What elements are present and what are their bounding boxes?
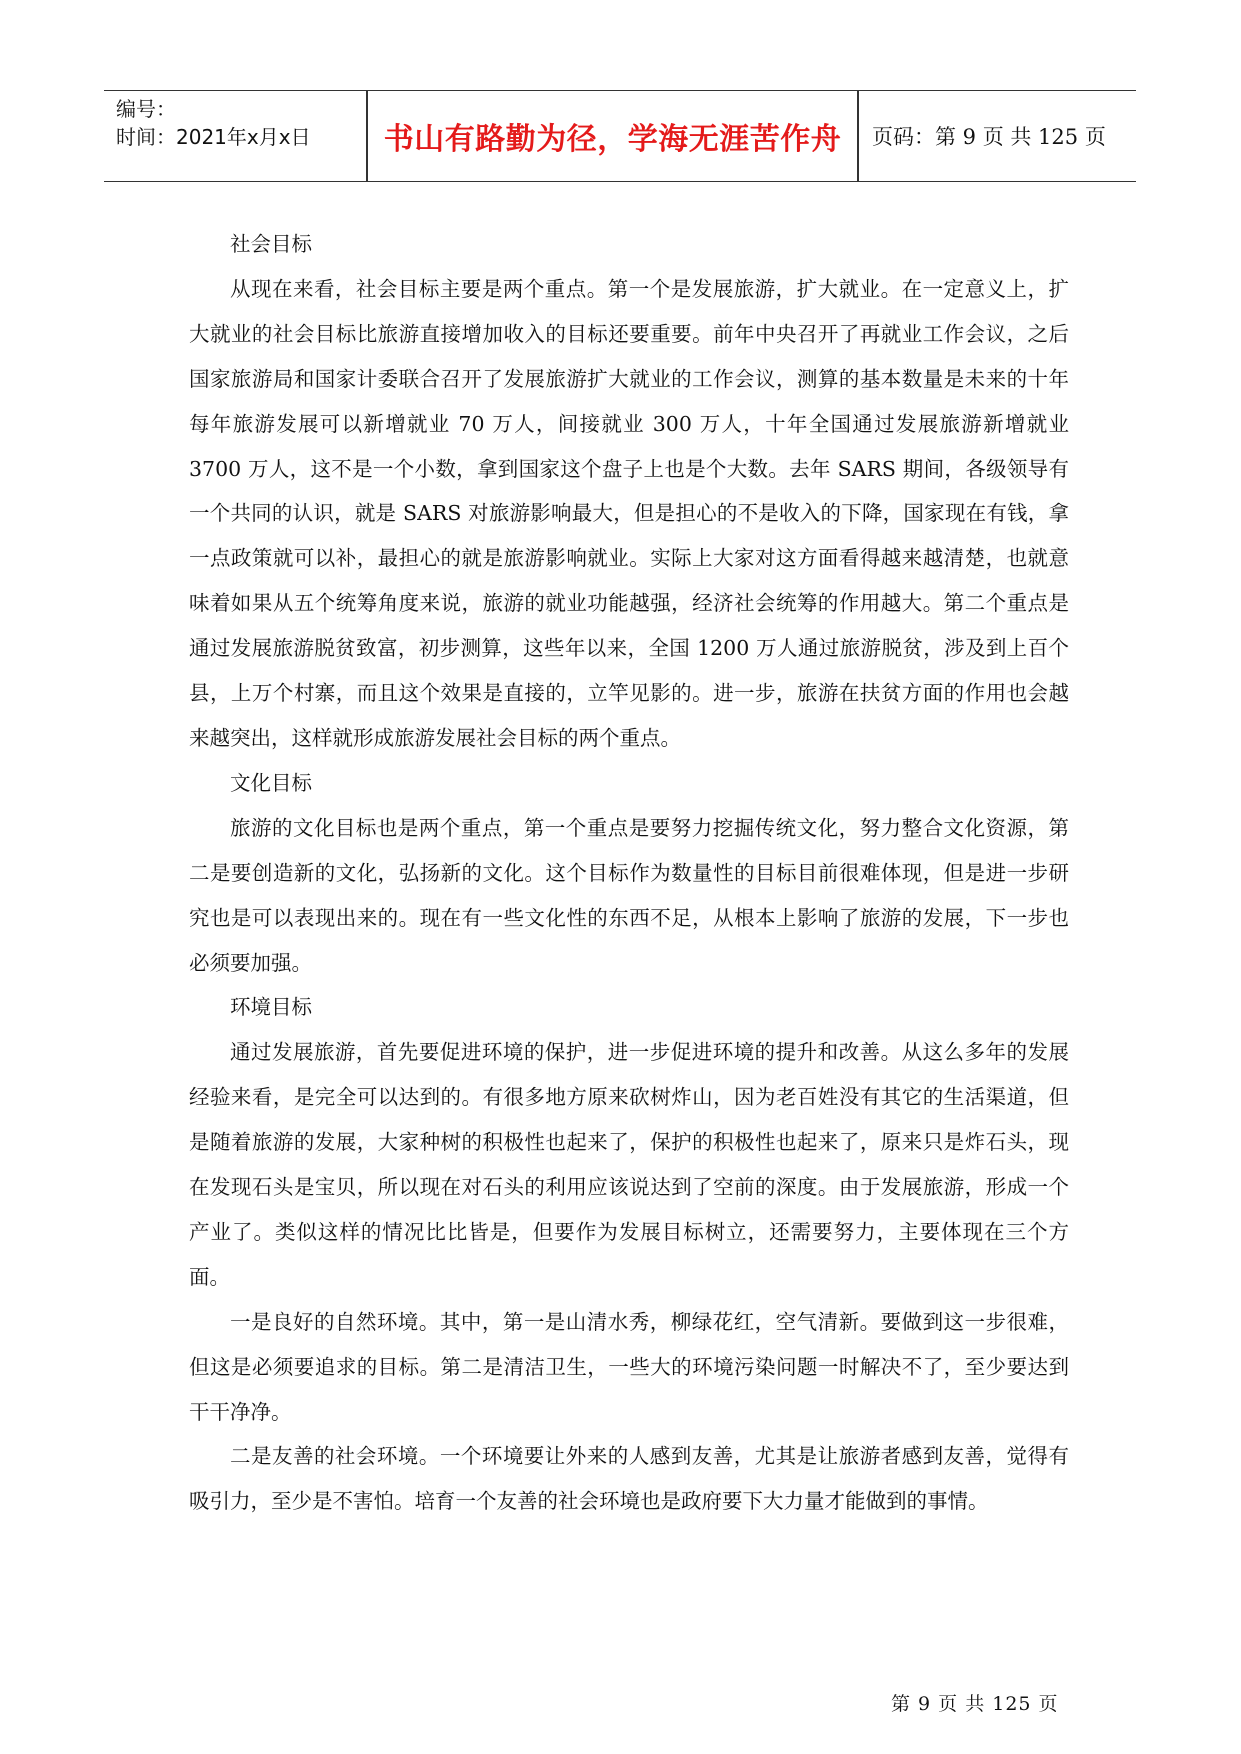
paragraph-social-environment: 二是友善的社会环境。一个环境要让外来的人感到友善，尤其是让旅游者感到友善，觉得有吸引力，至少是不害怕。培育一个友善的社会环境也是政府要下大力量才能做到的事情。 bbox=[189, 1444, 1069, 1514]
paragraph-culture-goals: 旅游的文化目标也是两个重点，第一个重点是要努力挖掘传统文化，努力整合文化资源，第二是要创造新的文化，弘扬新的文化。这个目标作为数量性的目标目前很难体现，但是进一步研究也是可以表现出来的。现在有一些文化性的东西不足，从根本上影响了旅游的发展，下一步也必须要加强。 bbox=[189, 815, 1069, 975]
header-meta bbox=[116, 95, 356, 151]
paragraph-social-goals: 从现在来看，社会目标主要是两个重点。第一个是发展旅游，扩大就业。在一定意义上，扩大就业的社会目标比旅游直接增加收入的目标还要重要。前年中央召开了再就业工作会议，之后国家旅游局和国家计委联合召开了发展旅游扩大就业的工作会议，测算的基本数量是未来的十年每年旅游发展可以新增就业 70 万人，间接就业 300 万人，十年全国通过发展旅游新增就业 3700 万人，这不是一个小数，拿到国家这个盘子上也是个大数。去年 SARS 期间，各级领导有一个共同的认识，就是 SARS 对旅游影响最大，但是担心的不是收入的下降，国家现在有钱，拿一点政策就可以补，最担心的就是旅游影响就业。实际上大家对这方面看得越来越清楚，也就意味着如果从五个统筹角度来说，旅游的就业功能越强，经济社会统筹的作用越大。第二个重点是通过发展旅游脱贫致富，初步测算，这些年以来，全国 1200 万人通过旅游脱贫，涉及到上百个县，上万个村寨，而且这个效果是直接的，立竿见影的。进一步，旅游在扶贫方面的作用也会越来越突出，这样就形成旅游发展社会目标的两个重点。 bbox=[189, 276, 1069, 750]
document-number-label: 编号： bbox=[116, 97, 176, 121]
section-heading-culture: 文化目标 bbox=[230, 770, 312, 795]
document-body bbox=[189, 222, 1069, 1524]
section-heading-social: 社会目标 bbox=[230, 232, 312, 256]
page-footer: 第 9 页 共 125 页 bbox=[891, 1693, 1059, 1715]
paragraph-environment-goals: 通过发展旅游，首先要促进环境的保护，进一步促进环境的提升和改善。从这么多年的发展经验来看，是完全可以达到的。有很多地方原来砍树炸山，因为老百姓没有其它的生活渠道，但是随着旅游的发展，大家种树的积极性也起来了，保护的积极性也起来了，原来只是炸石头，现在发现石头是宝贝，所以现在对石头的利用应该说达到了空前的深度。由于发展旅游，形成一个产业了。类似这样的情况比比皆是，但要作为发展目标树立，还需要努力，主要体现在三个方面。 bbox=[189, 1040, 1069, 1289]
page-header bbox=[104, 90, 1136, 182]
header-page-info: 页码：第 9 页 共 125 页 bbox=[872, 125, 1106, 149]
document-time-label: 时间：2021年x月x日 bbox=[116, 125, 311, 149]
section-heading-environment: 环境目标 bbox=[230, 995, 312, 1020]
paragraph-natural-environment: 一是良好的自然环境。其中，第一是山清水秀，柳绿花红，空气清新。要做到这一步很难，但这是必须要追求的目标。第二是清洁卫生，一些大的环境污染问题一时解决不了，至少要达到干干净净。 bbox=[189, 1309, 1069, 1424]
header-divider-right bbox=[857, 91, 859, 181]
header-motto: 书山有路勤为径，学海无涯苦作舟 bbox=[383, 122, 842, 157]
